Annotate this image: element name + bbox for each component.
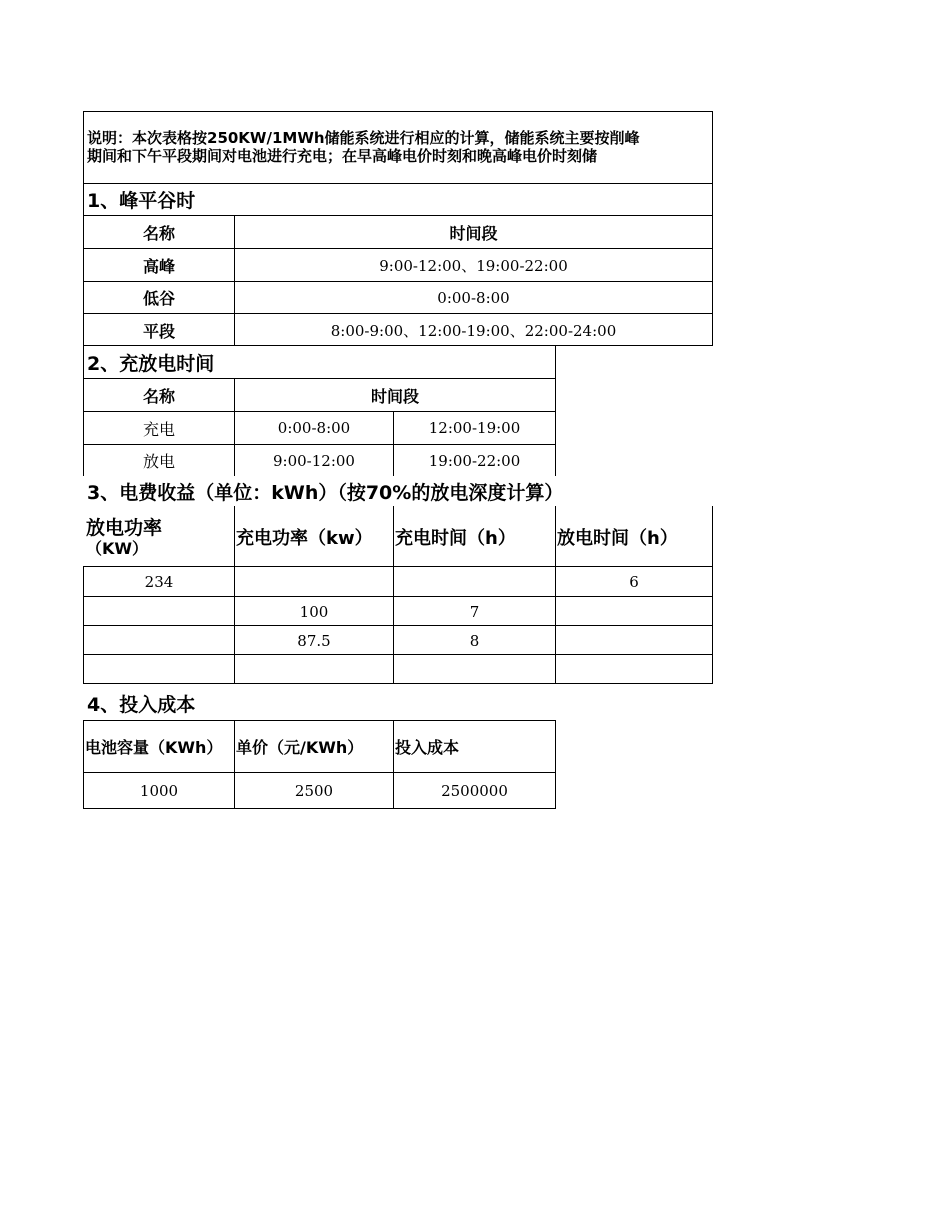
border-line [83,683,713,684]
section1-row-period: 8:00-9:00、12:00-19:00、22:00-24:00 [330,321,617,340]
section3-cell: 7 [469,602,480,621]
section3-header-charge-time: 充电时间（h） [395,527,516,549]
section4-cell: 2500000 [441,782,508,800]
section1-row-name: 低谷 [142,289,175,308]
section2-row-name: 放电 [142,452,175,471]
border-line [712,111,713,346]
border-line [83,808,556,809]
section1-title: 1、峰平谷时 [87,190,196,212]
section3-cell [84,626,234,655]
section2-row-period: 19:00-22:00 [428,451,521,470]
section1-col-name: 名称 [142,223,175,243]
section4-header: 投入成本 [395,738,460,757]
section3-cell: 8 [469,631,480,650]
note-line-2: 期间和下午平段期间对电池进行充电；在早高峰电价时刻和晚高峰电价时刻储 [87,147,598,165]
section2-row-period: 0:00-8:00 [277,419,351,437]
section3-cell [84,655,234,684]
section3-cell [235,567,393,596]
section2-col-period: 时间段 [370,386,419,406]
section3-cell [84,597,234,626]
section1-row-period: 0:00-8:00 [437,288,510,307]
section4-header: 电池容量（KWh） [85,738,223,757]
section3-header-discharge-power-line2: （KW） [86,539,149,558]
section1-row-name: 平段 [142,321,175,341]
section4-header: 单价（元/KWh） [236,738,364,757]
section3-title: 3、电费收益（单位：kWh）（按70%的放电深度计算） [87,482,564,504]
section3-cell: 6 [629,572,639,591]
border-line [712,506,713,684]
section3-cell: 234 [144,572,174,591]
section1-row-name: 高峰 [142,256,175,276]
section3-cell [235,655,393,684]
section1-col-period: 时间段 [449,223,498,243]
section3-header-discharge-power-line1: 放电功率 [86,517,163,537]
border-line [555,720,556,809]
section4-title: 4、投入成本 [87,693,196,716]
section2-col-name: 名称 [142,386,175,406]
section4-cell: 2500 [294,782,334,800]
section2-row-name: 充电 [142,419,175,439]
section3-cell [556,597,712,626]
section3-cell [394,655,555,684]
section3-cell [556,655,712,684]
section2-row-period: 9:00-12:00 [273,451,355,470]
section3-header-discharge-time: 放电时间（h） [557,527,678,549]
note-line-1: 说明：本次表格按250KW/1MWh储能系统进行相应的计算，储能系统主要按削峰 [87,129,640,147]
section2-row-period: 12:00-19:00 [428,419,521,437]
section3-header-charge-power: 充电功率（kw） [236,527,373,549]
section3-cell [394,567,555,596]
section2-title: 2、充放电时间 [87,352,215,375]
section3-cell [556,626,712,655]
border-line [83,111,713,112]
section3-cell: 87.5 [297,631,331,650]
section3-cell: 100 [299,602,329,621]
section4-cell: 1000 [139,782,179,800]
section1-row-period: 9:00-12:00、19:00-22:00 [379,256,568,275]
